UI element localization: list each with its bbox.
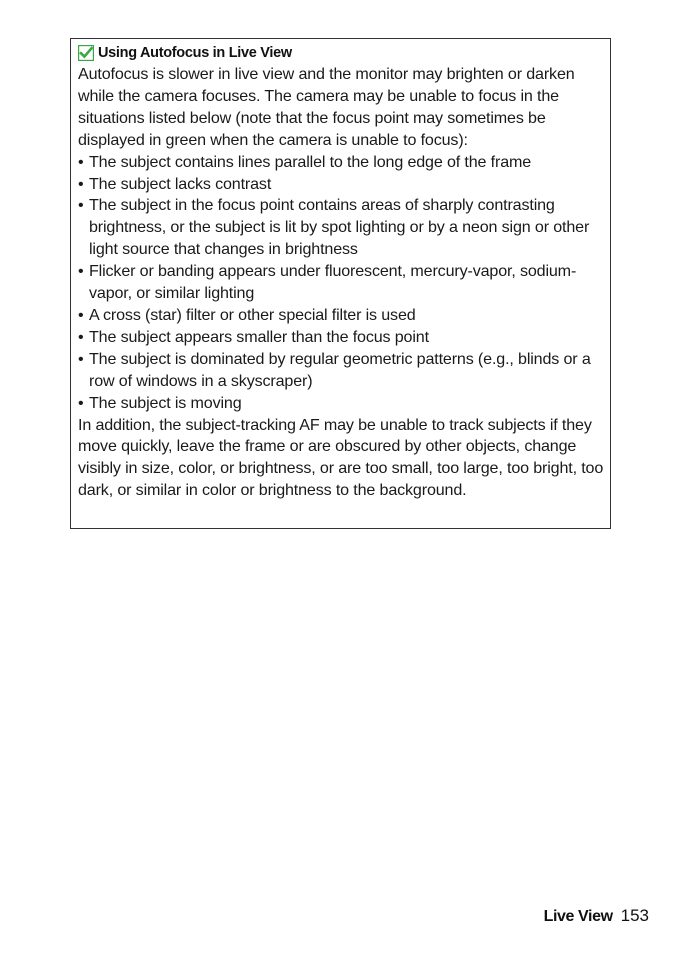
note-title-row	[78, 42, 604, 64]
bullet-marker: •	[78, 393, 84, 412]
bullet-text: The subject in the focus point contains areas of sharply contrasting brightness, or the subject is lit by spot lighting or by a neon sign or other light source that changes in brightness	[89, 196, 590, 259]
bullet-text: Flicker or banding appears under fluorescent, mercury-vapor, sodium-vapor, or similar lighting	[89, 262, 577, 303]
bullet-item	[78, 349, 604, 393]
note-box	[70, 38, 611, 529]
checkmark-icon-svg	[78, 45, 94, 61]
bullet-text: The subject is moving	[89, 393, 242, 412]
bullet-marker: •	[78, 174, 84, 193]
bullet-list	[78, 152, 604, 415]
bullet-marker: •	[78, 305, 84, 324]
bullet-marker: •	[78, 152, 84, 171]
note-conclusion: In addition, the subject-tracking AF may be unable to track subjects if they move quickly, leave the frame or are obscured by other objects, change visibly in size, color, or brightness, or are too small, too large, too bright, too dark, or similar in color or brightness to the background.	[78, 415, 604, 500]
footer-section-title: Live View	[543, 908, 613, 925]
bullet-item	[78, 393, 604, 415]
note-title: Using Autofocus in Live View	[98, 45, 292, 61]
bullet-marker: •	[78, 327, 84, 346]
page-number: 153	[620, 906, 649, 925]
bullet-text: The subject lacks contrast	[89, 174, 272, 193]
bullet-marker: •	[78, 262, 84, 281]
bullet-item	[78, 152, 604, 174]
page-footer	[544, 906, 649, 926]
bullet-item	[78, 261, 604, 305]
bullet-item	[78, 195, 604, 261]
bullet-marker: •	[78, 196, 84, 215]
bullet-text: The subject appears smaller than the focus point	[89, 327, 429, 346]
checkmark-icon	[78, 45, 94, 61]
bullet-text: The subject is dominated by regular geometric patterns (e.g., blinds or a row of windows in a skyscraper)	[89, 349, 591, 390]
bullet-marker: •	[78, 349, 84, 368]
bullet-item	[78, 327, 604, 349]
bullet-text: A cross (star) filter or other special filter is used	[89, 305, 416, 324]
bullet-item	[78, 174, 604, 196]
bullet-item	[78, 305, 604, 327]
note-intro: Autofocus is slower in live view and the monitor may brighten or darken while the camera focuses. The camera may be unable to focus in the situations listed below (note that the focus point may sometimes be displayed in green when the camera is unable to focus):	[78, 65, 575, 149]
bullet-text: The subject contains lines parallel to the long edge of the frame	[89, 152, 532, 171]
